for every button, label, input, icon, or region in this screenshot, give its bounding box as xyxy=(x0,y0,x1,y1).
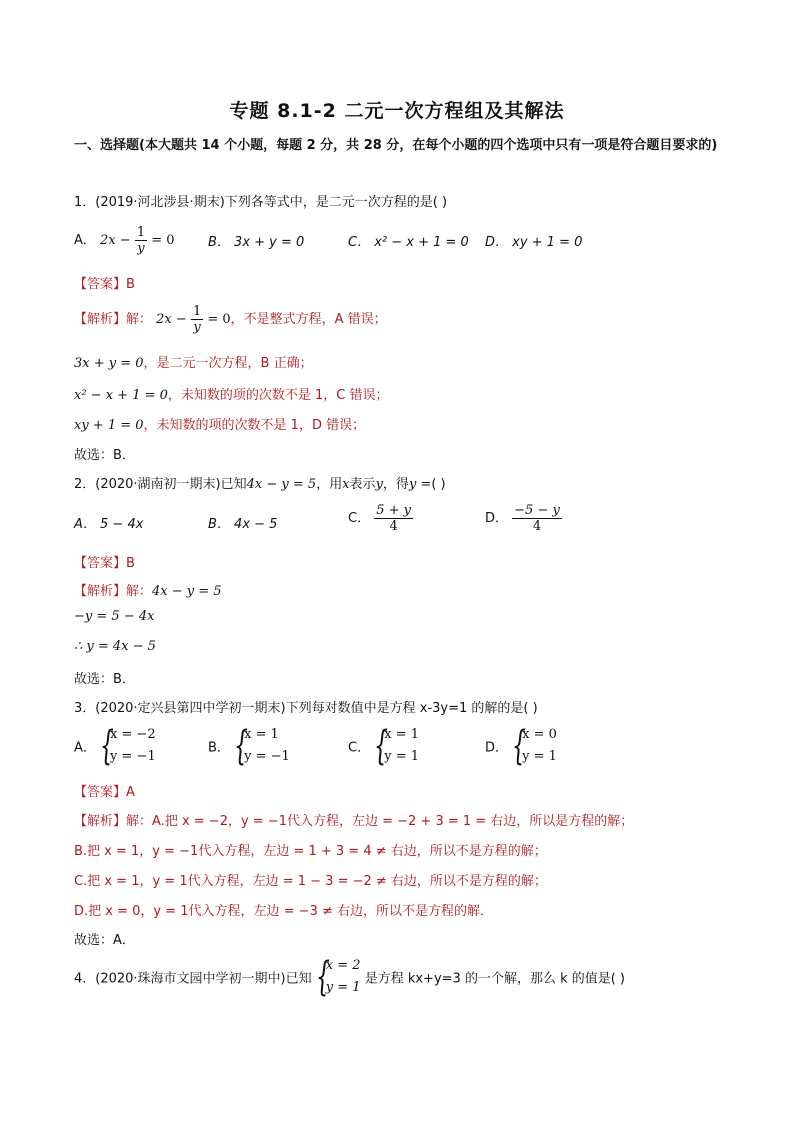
q3-option-d-system: { x = 0 y = 1 xyxy=(512,723,557,769)
q3-option-a-system: { x = −2 y = −1 xyxy=(100,723,156,769)
q1-choose: 故选：B． xyxy=(74,448,135,463)
q4-stem: 4．(2020·珠海市文园中学初一期中)已知 { x = 2 y = 1 是方程 kx+y=3 的一个解，那么 k 的值是( ) xyxy=(74,954,626,1000)
q3-analysis-line-4: D.把 x = 0，y = 1代入方程，左边 = −3 ≠ 右边，所以不是方程的解． xyxy=(74,904,493,919)
q1-analysis-line-4: xy + 1 = 0，未知数的项的次数不是 1，D 错误； xyxy=(74,418,366,433)
q2-choose: 故选：B． xyxy=(74,672,135,687)
q2-analysis-line-1: 【解析】解：4x − y = 5 xyxy=(74,584,222,599)
q2-analysis-line-2: −y = 5 − 4x xyxy=(74,609,155,624)
q2-option-d-fraction: $\frac{-5 - y}{4}$ xyxy=(514,503,560,534)
q1-analysis-line-3: x² − x + 1 = 0，未知数的项的次数不是 1，C 错误； xyxy=(74,388,389,403)
q3-analysis-line-1: 【解析】解：A.把 x = −2，y = −1代入方程，左边 = −2 + 3 = 1 = 右边，所以是方程的解； xyxy=(74,814,634,829)
section-heading: 一、选择题(本大题共 14 个小题，每题 2 分，共 28 分，在每个小题的四个选项中只有一项是符合题目要求的) xyxy=(74,138,718,153)
q3-option-b: B． { x = 1 y = −1 xyxy=(208,723,290,769)
q2-answer: 【答案】B xyxy=(74,556,135,571)
q2-option-a: A． 5 − 4x xyxy=(74,517,144,532)
q1-stem: 1．(2019·河北涉县·期末)下列各等式中，是二元一次方程的是( ) xyxy=(74,195,448,210)
q1-answer: 【答案】B xyxy=(74,277,135,292)
q1-option-a-fraction: $\frac{1}{y}$ xyxy=(136,225,146,256)
q3-stem: 3．(2020·定兴县第四中学初一期末)下列每对数值中是方程 x-3y=1 的解的是( ) xyxy=(74,701,538,716)
q2-stem: 2．(2020·湖南初一期末)已知4x − y = 5，用x表示y，得y =( ) xyxy=(74,477,446,492)
q3-option-c: C． { x = 1 y = 1 xyxy=(348,723,419,769)
q2-option-d: D． $\frac{-5 - y}{4}$ xyxy=(485,503,560,534)
q2-analysis-line-3: ∴ y = 4x − 5 xyxy=(74,639,156,654)
q1-analysis-line-2: 3x + y = 0，是二元一次方程，B 正确； xyxy=(74,356,313,371)
q1-option-c: C． x² − x + 1 = 0 xyxy=(348,235,469,250)
q1-option-a: A． 2x − $\frac{1}{y}$ = 0 xyxy=(74,225,175,256)
q3-option-b-system: { x = 1 y = −1 xyxy=(234,723,290,769)
q3-option-d: D． { x = 0 y = 1 xyxy=(485,723,557,769)
q2-option-b: B． 4x − 5 xyxy=(208,517,278,532)
q3-analysis-line-3: C.把 x = 1，y = 1代入方程，左边 = 1 − 3 = −2 ≠ 右边，所以不是方程的解； xyxy=(74,874,547,889)
q1-option-b: B． 3x + y = 0 xyxy=(208,235,305,250)
q1-analysis-fraction: $\frac{1}{y}$ xyxy=(192,304,202,335)
q2-option-c-fraction: $\frac{5 + y}{4}$ xyxy=(376,503,411,534)
q2-option-c: C． $\frac{5 + y}{4}$ xyxy=(348,503,411,534)
q1-analysis-line-1: 【解析】解： 2x − $\frac{1}{y}$ = 0，不是整式方程，A 错误； xyxy=(74,304,387,335)
q4-system: { x = 2 y = 1 xyxy=(315,954,361,1000)
q1-option-d: D． xy + 1 = 0 xyxy=(485,235,583,250)
q3-option-c-system: { x = 1 y = 1 xyxy=(374,723,419,769)
q3-analysis-line-2: B.把 x = 1，y = −1代入方程，左边 = 1 + 3 = 4 ≠ 右边，所以不是方程的解； xyxy=(74,844,547,859)
q3-choose: 故选：A． xyxy=(74,933,135,948)
q3-option-a: A． { x = −2 y = −1 xyxy=(74,723,156,769)
page-title: 专题 8.1-2 二元一次方程组及其解法 xyxy=(229,100,565,122)
q3-answer: 【答案】A xyxy=(74,785,135,800)
